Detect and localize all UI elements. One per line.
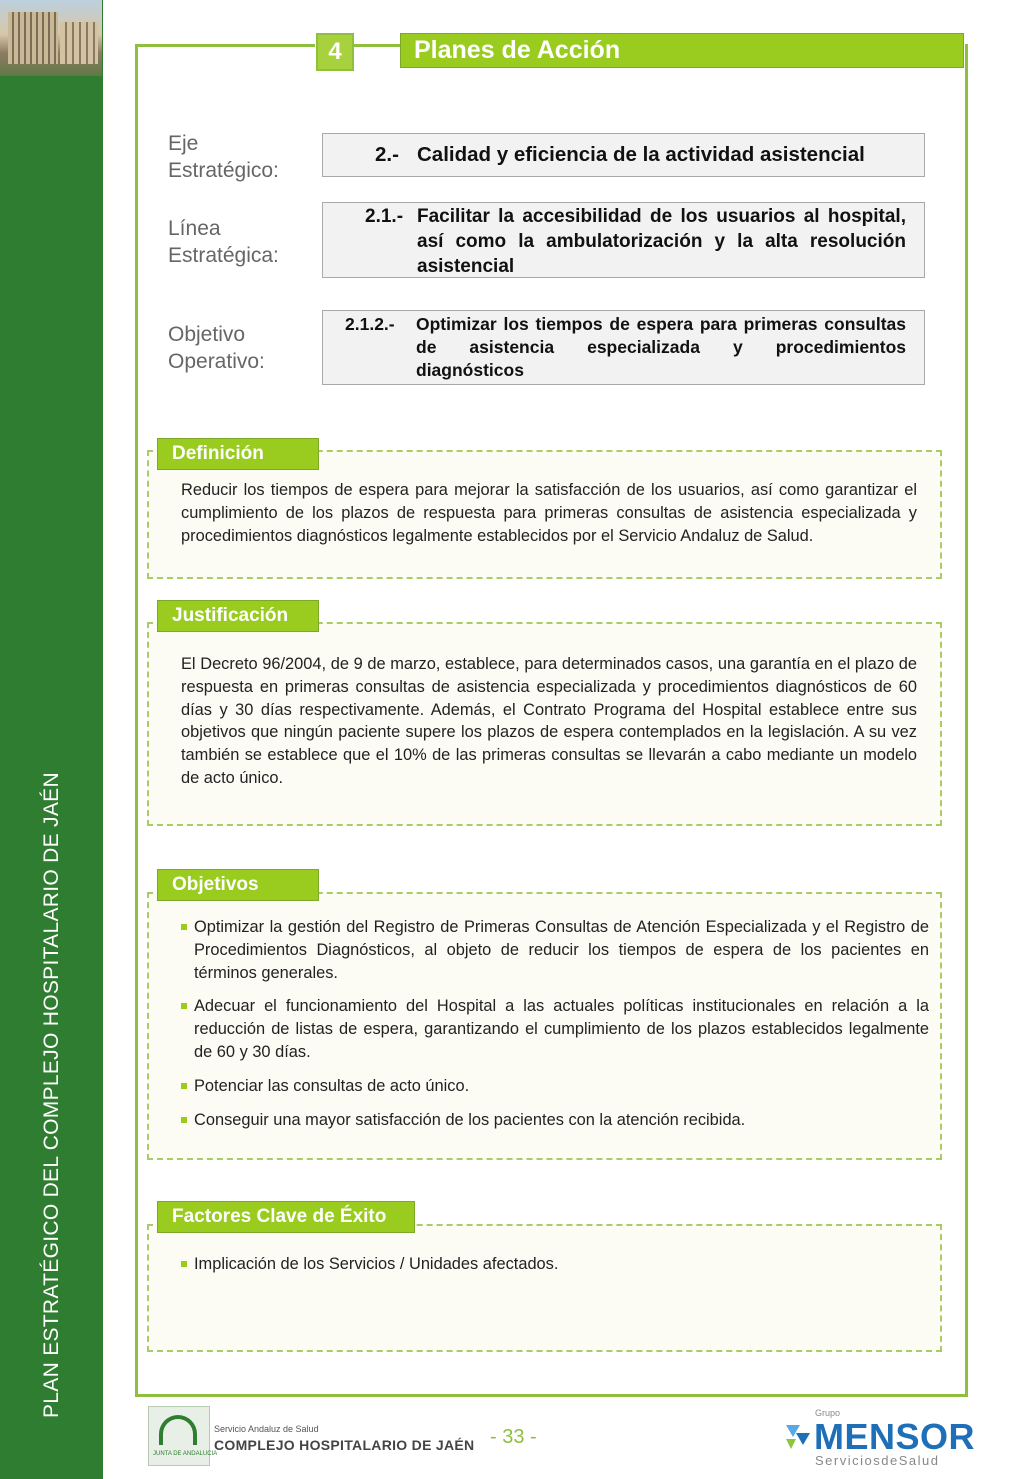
- arch-icon: [159, 1415, 197, 1445]
- eje-label: Eje Estratégico:: [168, 132, 279, 182]
- section-title: Planes de Acción: [400, 33, 964, 68]
- linea-text: Facilitar la accesibilidad de los usuarios al hospital, así como la ambulatorización y la alta resolución asistencial: [417, 206, 906, 277]
- mensor-logo-text: MENSOR: [814, 1416, 976, 1457]
- objetivo-code: 2.1.2.-: [345, 314, 395, 334]
- definicion-text: Reducir los tiempos de espera para mejorar la satisfacción de los usuarios, así como garantizar el cumplimiento de los plazos de respuesta para primeras consultas de asistencia especializada y procedimientos diagnósticos legalmente establecidos por el Servicio Andaluz de Salud.: [181, 481, 917, 545]
- bullet-icon: [181, 1261, 187, 1267]
- factores-box: [147, 1224, 942, 1352]
- bullet-icon: [181, 1003, 187, 1009]
- mensor-grupo: Grupo: [815, 1408, 841, 1418]
- list-item-text: Conseguir una mayor satisfacción de los pacientes con la atención recibida.: [194, 1110, 746, 1129]
- frame-top-mid: [352, 44, 400, 47]
- vertical-document-title: PLAN ESTRATÉGICO DEL COMPLEJO HOSPITALARIO DE JAÉN: [40, 772, 63, 1418]
- bullet-icon: [181, 924, 187, 930]
- junta-andalucia-logo: [148, 1406, 218, 1466]
- list-item: [181, 1075, 929, 1098]
- frame-top-left: [135, 44, 315, 47]
- objetivo-box: [322, 310, 925, 385]
- logo-caption: JUNTA DE ANDALUCIA: [153, 1451, 218, 1457]
- objetivo-label: Objetivo Operativo:: [168, 323, 265, 373]
- list-item: [181, 1253, 929, 1276]
- objetivos-title: Objetivos: [157, 869, 319, 901]
- list-item: [181, 916, 929, 984]
- justificacion-title: Justificación: [157, 600, 319, 632]
- bullet-icon: [181, 1117, 187, 1123]
- org-line2: COMPLEJO HOSPITALARIO DE JAÉN: [214, 1437, 475, 1453]
- section-number: 4: [316, 33, 354, 71]
- list-item: [181, 995, 929, 1063]
- definicion-title: Definición: [157, 438, 319, 470]
- linea-box: [322, 202, 925, 278]
- list-item-text: Adecuar el funcionamiento del Hospital a las actuales políticas institucionales en relación a la reducción de listas de espera, garantizando el cumplimiento de los plazos establecidos legalmente de 60 y 30 días.: [194, 997, 929, 1061]
- list-item-text: Implicación de los Servicios / Unidades afectados.: [194, 1255, 559, 1273]
- building-shape-2: [60, 22, 98, 64]
- factores-title: Factores Clave de Éxito: [157, 1201, 415, 1233]
- list-item-text: Optimizar la gestión del Registro de Primeras Consultas de Atención Especializada y el Registro de Procedimientos Diagnósticos, al objeto de reducir los tiempos de espera de los pacientes en términos generales.: [194, 918, 929, 982]
- page-number: - 33 -: [490, 1426, 537, 1448]
- factores-list: [181, 1253, 929, 1287]
- justificacion-text: El Decreto 96/2004, de 9 de marzo, establece, para determinados casos, una garantía en el plazo de respuesta en primeras consultas de asistencia especializada y procedimientos diagnósticos de 60 días y 30 días respectivamente. Además, el Contrato Programa del Hospital establece entre sus objetivos que ningún paciente supere los plazos de espera contemplados en la legislación. A su vez también se establece que el 10% de las primeras consultas se llevarán a cabo mediante un modelo de acto único.: [181, 655, 917, 787]
- linea-code: 2.1.-: [365, 206, 404, 227]
- hospital-photo: [0, 0, 102, 76]
- list-item-text: Potenciar las consultas de acto único.: [194, 1076, 470, 1095]
- objetivo-text: Optimizar los tiempos de espera para primeras consultas de asistencia especializada y procedimientos diagnósticos: [416, 314, 906, 380]
- eje-code: 2.-: [375, 143, 399, 166]
- bullet-icon: [181, 1083, 187, 1089]
- org-line1: Servicio Andaluz de Salud: [214, 1424, 319, 1434]
- linea-label: Línea Estratégica:: [168, 217, 279, 267]
- sidebar: [0, 0, 103, 1479]
- list-item: [181, 1109, 929, 1132]
- building-shape: [8, 12, 58, 64]
- eje-text: Calidad y eficiencia de la actividad asistencial: [417, 143, 865, 166]
- objetivos-list: [181, 916, 929, 1142]
- eje-box: [322, 133, 925, 177]
- mensor-logo-icon: [784, 1421, 812, 1453]
- mensor-subtitle: ServiciosdeSalud: [815, 1453, 940, 1468]
